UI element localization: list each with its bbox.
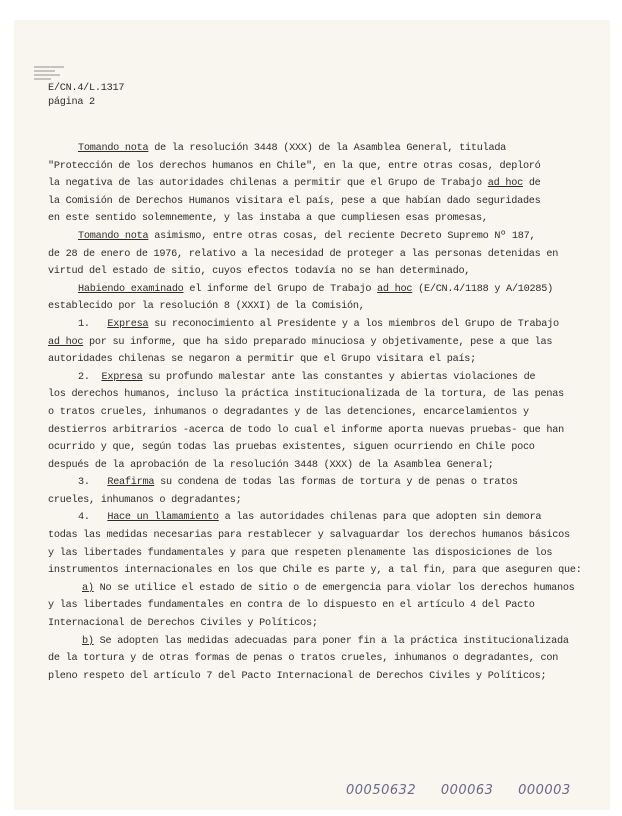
sub-item-label: b) (82, 635, 94, 647)
document-code: E/CN.4/L.1317 (48, 83, 125, 94)
operative-verb: Hace un llamamiento (107, 512, 219, 524)
paragraph-line: a) No se utilice el estado de sitio o de emergencia para violar los derechos humanos (82, 582, 575, 594)
paragraph-line: en este sentido solemnemente, y las instaba a que cumpliesen esas promesas, (48, 213, 488, 225)
paragraph-line: crueles, inhumanos o degradantes; (48, 494, 242, 506)
faint-stamp-mark (34, 64, 64, 82)
serial-number: 00050632 (346, 783, 417, 798)
paragraph-line: de 28 de enero de 1976, relativo a la necesidad de proteger a las personas detenidas en (48, 248, 559, 260)
paragraph-line: y las libertades fundamentales en contra de lo dispuesto en el artículo 4 del Pacto (48, 600, 535, 612)
paragraph-line: ocurrido y que, según todas las pruebas existentes, siguen ocurriendo en Chile poco (48, 442, 535, 454)
sub-item-label: a) (82, 582, 94, 594)
paragraph-line: virtud del estado de sitio, cuyos efectos todavía no se han determinado, (48, 266, 471, 278)
paragraph-line: Habiendo examinado el informe del Grupo de Trabajo ad hoc (E/CN.4/1188 y A/10285) (78, 283, 553, 295)
paragraph-line: Internacional de Derechos Civiles y Políticos; (48, 618, 318, 630)
paragraph-line: y las libertades fundamentales y para que respeten plenamente las disposiciones de los (48, 547, 553, 559)
operative-verb: Expresa (107, 318, 149, 330)
paragraph-line: o tratos crueles, inhumanos o degradantes y de las detenciones, encarcelamientos y (48, 406, 529, 418)
paragraph-line: 2. Expresa su profundo malestar ante las constantes y abiertas violaciones de (78, 371, 536, 383)
operative-verb: Expresa (101, 371, 143, 383)
operative-verb: Habiendo examinado (78, 283, 184, 295)
paragraph-line: después de la aprobación de la resolución 3448 (XXX) de la Asamblea General; (48, 459, 494, 471)
operative-verb: Tomando nota (78, 230, 149, 242)
paragraph-line: la negativa de las autoridades chilenas a permitir que el Grupo de Trabajo ad hoc de (48, 178, 541, 190)
page-number: página 2 (48, 97, 95, 108)
paragraph-line: b) Se adopten las medidas adecuadas para poner fin a la práctica institucionalizada (82, 635, 569, 647)
operative-verb: Tomando nota (78, 143, 149, 154)
paragraph-line: 3. Reafirma su condena de todas las formas de tortura y de penas o tratos (78, 477, 518, 489)
serial-number: 000003 (518, 783, 571, 798)
paragraph-line: todas las medidas necesarias para restablecer y salvaguardar los derechos humanos básicos (48, 530, 570, 542)
paragraph-line: la Comisión de Derechos Humanos visitara el país, pese a que habían dado seguridades (48, 195, 541, 207)
paragraph-line: autoridades chilenas se negaron a permitir que el Grupo visitara el país; (48, 354, 477, 366)
paragraph-line: destierros arbitrarios -acerca de todo lo cual el informe aporta nuevas pruebas- que han (48, 424, 564, 436)
paragraph-line: de la tortura y de otras formas de penas o tratos crueles, inhumanos o degradantes, con (48, 653, 559, 665)
document-body (48, 82, 606, 685)
paragraph-line: "Protección de los derechos humanos en Chile", en la que, entre otras cosas, deploró (48, 160, 541, 172)
paragraph-line: instrumentos internacionales en los que Chile es parte y, a tal fin, para que aseguren que: (48, 565, 582, 577)
operative-verb: Reafirma (107, 477, 155, 489)
paragraph-line: 1. Expresa su reconocimiento al Presidente y a los miembros del Grupo de Trabajo (78, 318, 559, 330)
document-page (14, 20, 610, 810)
paragraph-line: los derechos humanos, incluso la práctica institucionalizada de la tortura, de las penas (48, 389, 564, 401)
archive-serial-numbers (346, 783, 591, 798)
paragraph-line: establecido por la resolución 8 (XXXI) de la Comisión, (48, 301, 365, 313)
paragraph-line: ad hoc por su informe, que ha sido preparado minuciosa y objetivamente, pese a que las (48, 336, 553, 348)
paragraph-line: Tomando nota asimismo, entre otras cosas, del reciente Decreto Supremo Nº 187, (78, 230, 536, 242)
paragraph-line: 4. Hace un llamamiento a las autoridades chilenas para que adopten sin demora (78, 512, 542, 524)
paragraph-line: pleno respeto del artículo 7 del Pacto Internacional de Derechos Civiles y Políticos; (48, 670, 547, 682)
paragraph-line: Tomando nota de la resolución 3448 (XXX) de la Asamblea General, titulada (78, 143, 507, 154)
serial-number: 000063 (440, 783, 494, 798)
